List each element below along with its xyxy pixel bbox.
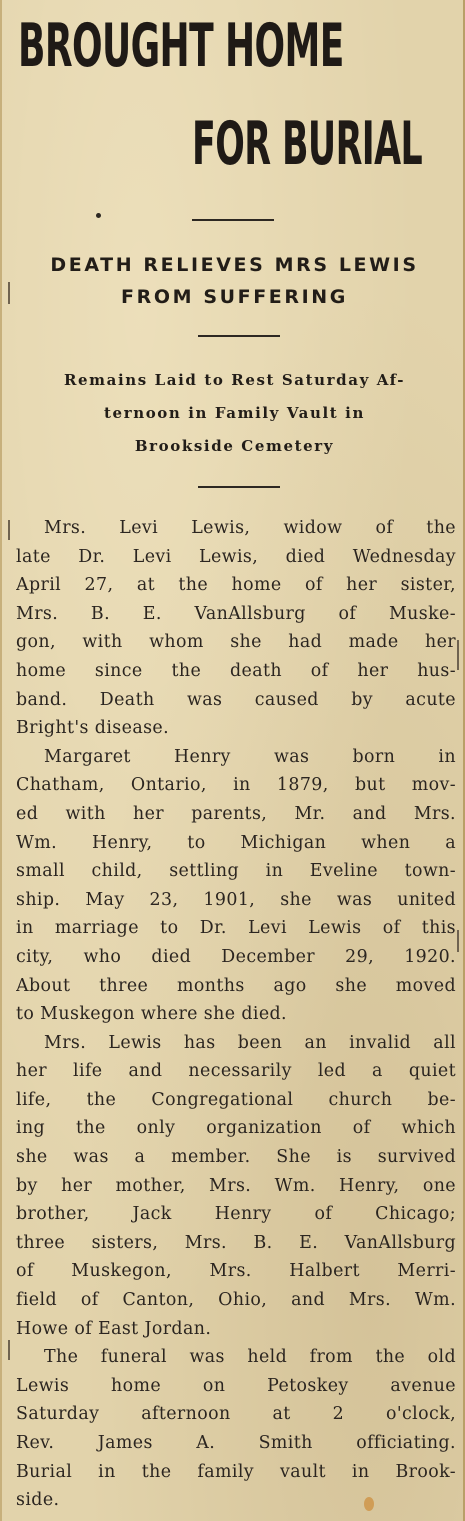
subheadline-line: DEATH RELIEVES MRS LEWIS <box>50 254 419 276</box>
text-line: life, the Congregational church be- <box>16 1089 456 1110</box>
text-line: band. Death was caused by acute <box>16 689 456 710</box>
text-line: she was a member. She is survived <box>16 1147 456 1168</box>
text-line: Bright's disease. <box>16 718 170 739</box>
paragraph-biography <box>16 743 456 1029</box>
text-line: ship. May 23, 1901, she was united <box>16 889 456 910</box>
text-line: gon, with whom she had made her <box>16 632 456 653</box>
text-line: Mrs. Levi Lewis, widow of the <box>44 518 456 538</box>
secondary-deck-line: ternoon in Family Vault in <box>104 404 365 422</box>
divider-rule <box>192 219 274 221</box>
text-line: About three months ago she moved <box>16 975 456 996</box>
text-line: Mrs. Lewis has been an invalid all <box>44 1032 456 1053</box>
text-line: Wm. Henry, to Michigan when a <box>16 832 456 853</box>
paragraph-funeral <box>16 1343 456 1515</box>
text-line: Lewis home on Petoskey avenue <box>16 1375 456 1396</box>
subheadline-deck <box>2 249 465 313</box>
text-line: small child, settling in Eveline town- <box>16 861 456 882</box>
text-line: Rev. James A. Smith officiating. <box>16 1433 456 1453</box>
text-line: Chatham, Ontario, in 1879, but mov- <box>16 775 456 796</box>
subheadline-line: FROM SUFFERING <box>121 286 348 308</box>
paper-edge-mark <box>457 640 459 670</box>
divider-rule <box>198 486 280 488</box>
text-line: The funeral was held from the old <box>44 1347 456 1368</box>
text-line: city, who died December 29, 1920. <box>16 946 456 967</box>
secondary-deck <box>2 364 465 463</box>
text-line: Saturday afternoon at 2 o'clock, <box>16 1404 456 1425</box>
headline-line-1: BROUGHT HOME <box>18 11 344 81</box>
article-body <box>16 514 456 1515</box>
text-line: in marriage to Dr. Levi Lewis of this <box>16 918 456 939</box>
text-line: ed with her parents, Mr. and Mrs. <box>16 803 456 824</box>
text-line: brother, Jack Henry of Chicago; <box>16 1204 456 1225</box>
text-line: side. <box>16 1490 60 1511</box>
paper-edge-mark <box>8 1340 10 1360</box>
print-speck <box>96 213 101 218</box>
paper-stain <box>364 1497 374 1511</box>
secondary-deck-line: Remains Laid to Rest Saturday Af- <box>63 371 406 389</box>
paper-edge-mark <box>8 520 10 540</box>
text-line: Howe of East Jordan. <box>16 1318 212 1339</box>
text-line: three sisters, Mrs. B. E. VanAllsburg <box>16 1232 456 1253</box>
paragraph-survivors <box>16 1029 456 1344</box>
text-line: Margaret Henry was born in <box>44 746 456 767</box>
paper-edge-mark <box>457 930 459 952</box>
text-line: to Muskegon where she died. <box>16 1004 287 1025</box>
text-line: April 27, at the home of her sister, <box>16 575 456 596</box>
text-line: of Muskegon, Mrs. Halbert Merri- <box>16 1261 456 1282</box>
text-line: late Dr. Levi Lewis, died Wednesday <box>16 546 456 567</box>
divider-rule <box>198 335 280 337</box>
text-line: her life and necessarily led a quiet <box>16 1061 456 1082</box>
paragraph-death-notice <box>16 514 456 743</box>
secondary-deck-line: Brookside Cemetery <box>134 437 335 455</box>
text-line: by her mother, Mrs. Wm. Henry, one <box>16 1175 456 1196</box>
text-line: field of Canton, Ohio, and Mrs. Wm. <box>16 1290 456 1311</box>
text-line: Burial in the family vault in Brook- <box>16 1461 456 1482</box>
text-line: home since the death of her hus- <box>16 660 456 681</box>
paper-edge-mark <box>8 282 10 304</box>
text-line: Mrs. B. E. VanAllsburg of Muske- <box>16 603 456 624</box>
text-line: ing the only organization of which <box>16 1118 456 1139</box>
headline-line-2: FOR BURIAL <box>192 109 423 179</box>
